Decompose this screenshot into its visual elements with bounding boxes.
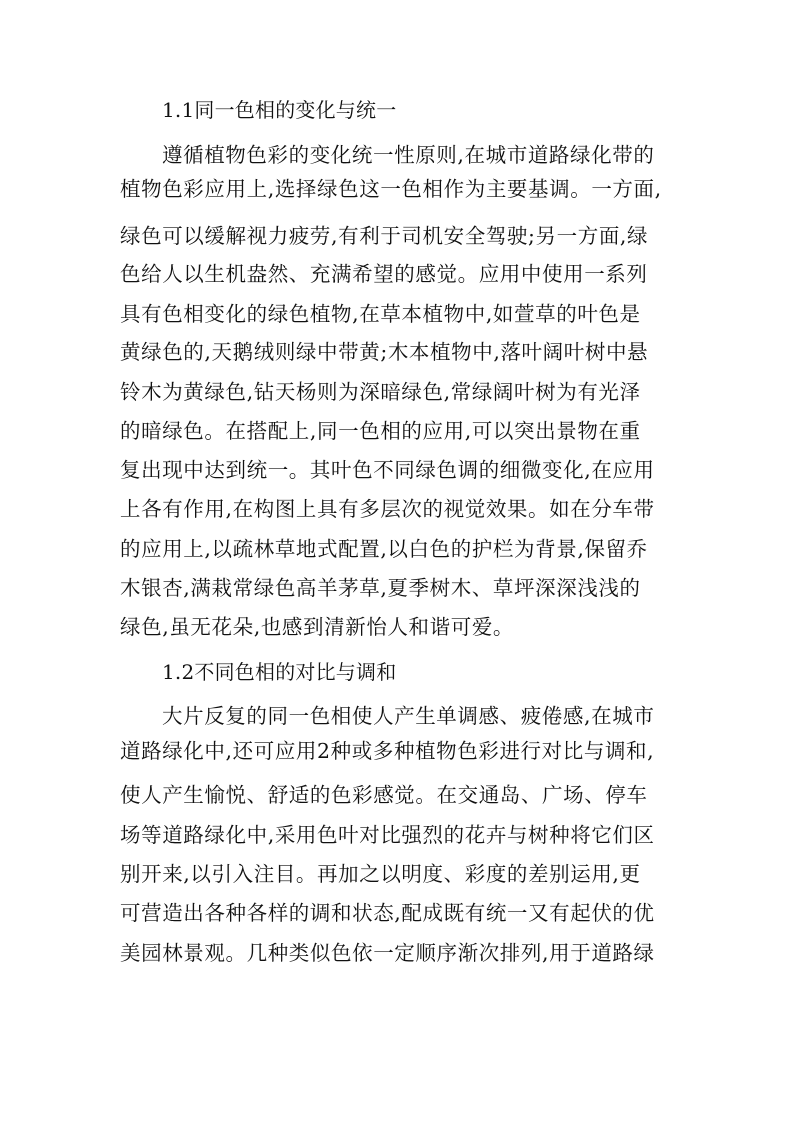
- paragraph-line: 植物色彩应用上,选择绿色这一色相作为主要基调。一方面,: [120, 177, 662, 201]
- paragraph-line: 别开来,以引入注目。再加之以明度、彩度的差别运用,更: [120, 862, 641, 886]
- paragraph-line: 使人产生愉悦、舒适的色彩感觉。在交通岛、广场、停车: [120, 783, 648, 807]
- paragraph-line: 道路绿化中,还可应用2种或多种植物色彩进行对比与调和,: [120, 739, 655, 763]
- paragraph-line: 色给人以生机盎然、充满希望的感觉。应用中使用一系列: [120, 262, 648, 286]
- paragraph-line: 绿色可以缓解视力疲劳,有利于司机安全驾驶;另一方面,绿: [120, 224, 649, 248]
- paragraph-line: 可营造出各种各样的调和状态,配成既有统一又有起伏的优: [120, 901, 655, 925]
- paragraph-line: 具有色相变化的绿色植物,在草本植物中,如萱草的叶色是: [120, 302, 641, 326]
- paragraph-line: 黄绿色的,天鹅绒则绿中带黄;木本植物中,落叶阔叶树中悬: [120, 340, 649, 364]
- paragraph-line: 大片反复的同一色相使人产生单调感、疲倦感,在城市: [162, 704, 655, 728]
- paragraph-line: 的应用上,以疏林草地式配置,以白色的护栏为背景,保留乔: [120, 537, 648, 561]
- paragraph-line: 木银杏,满栽常绿色高羊茅草,夏季树木、草坪深深浅浅的: [120, 576, 641, 600]
- paragraph-line: 美园林景观。几种类似色依一定顺序渐次排列,用于道路绿: [120, 941, 655, 965]
- paragraph-line: 的暗绿色。在搭配上,同一色相的应用,可以突出景物在重: [120, 419, 641, 443]
- section-heading-1-2: 1.2不同色相的对比与调和: [162, 660, 397, 684]
- paragraph-line: 绿色,虽无花朵,也感到清新怡人和谐可爱。: [120, 615, 515, 639]
- section-heading-1-1: 1.1同一色相的变化与统一: [162, 98, 397, 122]
- paragraph-line: 上各有作用,在构图上具有多层次的视觉效果。如在分车带: [120, 497, 655, 521]
- paragraph-line: 场等道路绿化中,采用色叶对比强烈的花卉与树种将它们区: [120, 823, 655, 847]
- paragraph-line: 铃木为黄绿色,钻天杨则为深暗绿色,常绿阔叶树为有光泽: [120, 380, 641, 404]
- paragraph-line: 复出现中达到统一。其叶色不同绿色调的细微变化,在应用: [120, 458, 655, 482]
- paragraph-line: 遵循植物色彩的变化统一性原则,在城市道路绿化带的: [162, 143, 655, 167]
